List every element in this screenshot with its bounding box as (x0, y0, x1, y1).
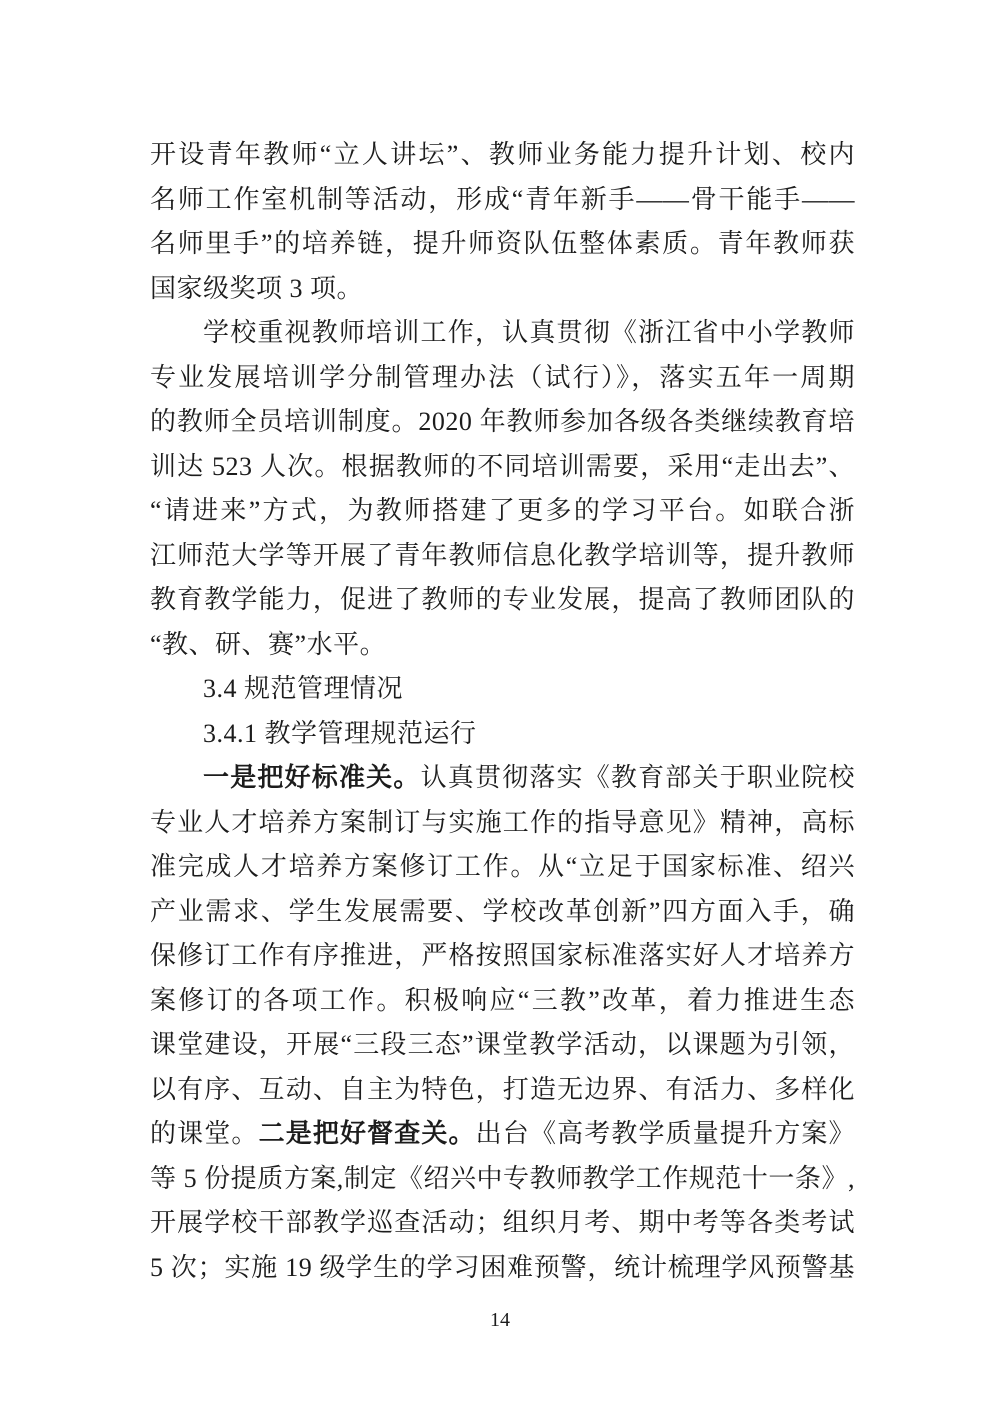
text-line (150, 1246, 855, 1291)
body-text: 3.4 规范管理情况 (203, 674, 404, 703)
body-text: 名师里手”的培养链，提升师资队伍整体素质。青年教师获 (150, 229, 855, 258)
heading-line (150, 667, 855, 712)
body-text: 名师工作室机制等活动，形成“青年新手——骨干能手—— (150, 184, 855, 214)
emphasis-text: 一是把好标准关。 (203, 763, 421, 792)
text-line (150, 623, 855, 668)
page-footer (0, 1306, 1000, 1334)
body-text: 产业需求、学生发展需要、学校改革创新”四方面入手，确 (150, 896, 855, 926)
text-line (150, 1201, 855, 1246)
heading-line (150, 712, 855, 757)
body-text: “请进来”方式，为教师搭建了更多的学习平台。如联合浙 (150, 496, 855, 525)
paragraph-teacher-training (150, 311, 855, 667)
body-text: 教育教学能力，促进了教师的专业发展，提高了教师团队的 (150, 585, 855, 614)
body-text: 的教师全员培训制度。2020 年教师参加各级各类继续教育培 (150, 407, 855, 436)
body-text: 准完成人才培养方案修订工作。从“立足于国家标准、绍兴 (150, 852, 855, 881)
body-text: 开设青年教师“立人讲坛”、教师业务能力提升计划、校内 (150, 140, 855, 169)
body-text: “教、研、赛”水平。 (150, 629, 387, 659)
text-line (150, 489, 855, 534)
text-line (150, 311, 855, 356)
body-text: 的课堂。 (150, 1119, 259, 1148)
text-line (150, 178, 855, 223)
body-text: 等 5 份提质方案,制定《绍兴中专教师教学工作规范十一条》, (150, 1163, 855, 1193)
text-line (150, 979, 855, 1024)
text-line (150, 1157, 855, 1202)
emphasis-text: 二是把好督查关。 (258, 1119, 476, 1148)
text-line (150, 1068, 855, 1113)
body-text: 江师范大学等开展了青年教师信息化教学培训等，提升教师 (150, 540, 855, 570)
body-text: 国家级奖项 3 项。 (150, 273, 364, 303)
text-line (150, 445, 855, 490)
body-text: 专业发展培训学分制管理办法（试行）》，落实五年一周期 (150, 362, 855, 392)
heading-3-4 (150, 667, 855, 712)
body-text: 学校重视教师培训工作，认真贯彻《浙江省中小学教师 (203, 318, 855, 347)
text-line (150, 578, 855, 623)
text-line (150, 1112, 855, 1157)
body-text: 以有序、互动、自主为特色，打造无边界、有活力、多样化 (150, 1074, 855, 1104)
text-line (150, 801, 855, 846)
body-text: 保修订工作有序推进，严格按照国家标准落实好人才培养方 (150, 941, 855, 970)
text-line (150, 890, 855, 935)
text-line (150, 267, 855, 312)
body-text: 5 次；实施 19 级学生的学习困难预警，统计梳理学风预警基 (150, 1252, 855, 1282)
text-line (150, 133, 855, 178)
page-number: 14 (490, 1309, 510, 1331)
body-text: 训达 523 人次。根据教师的不同培训需要，采用“走出去”、 (150, 451, 855, 481)
body-text: 开展学校干部教学巡查活动；组织月考、期中考等各类考试 (150, 1208, 855, 1237)
paragraph-teaching-management (150, 756, 855, 1290)
heading-3-4-1 (150, 712, 855, 757)
text-line (150, 356, 855, 401)
body-text: 专业人才培养方案制订与实施工作的指导意见》精神，高标 (150, 807, 855, 837)
text-line (150, 845, 855, 890)
text-line (150, 934, 855, 979)
document-body (150, 133, 855, 1290)
text-line (150, 400, 855, 445)
text-line (150, 222, 855, 267)
body-text: 课堂建设，开展“三段三态”课堂教学活动，以课题为引领， (150, 1030, 855, 1059)
body-text: 案修订的各项工作。积极响应“三教”改革，着力推进生态 (150, 985, 855, 1015)
body-text: 3.4.1 教学管理规范运行 (203, 718, 477, 748)
text-line (150, 756, 855, 801)
body-text: 认真贯彻落实《教育部关于职业院校 (420, 763, 855, 792)
paragraph-teacher-cultivation (150, 133, 855, 311)
text-line (150, 1023, 855, 1068)
body-text: 出台《高考教学质量提升方案》 (475, 1119, 855, 1148)
text-line (150, 534, 855, 579)
